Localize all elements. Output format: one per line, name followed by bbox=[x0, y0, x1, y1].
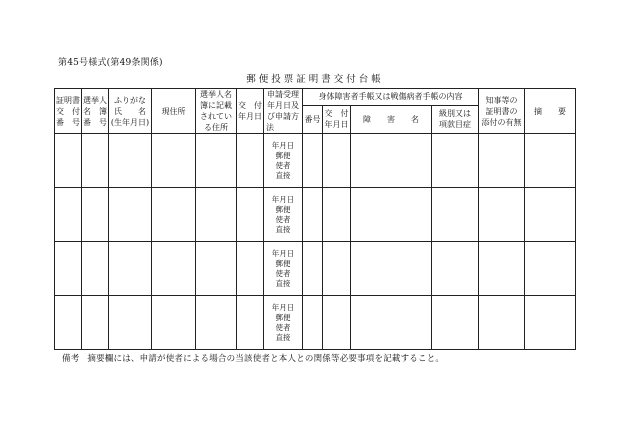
header-grade: 級別又は 項款目症 bbox=[432, 105, 479, 133]
cell-governor-cert[interactable] bbox=[479, 134, 525, 188]
cell-current-address[interactable] bbox=[152, 188, 196, 242]
header-name: ふりがな 氏 名 (生年月日) bbox=[109, 89, 152, 134]
remarks-label: 備考 bbox=[62, 354, 80, 364]
cell-application-method[interactable]: 年月日 郵便 使者 直接 bbox=[264, 242, 303, 296]
table-row bbox=[55, 188, 576, 242]
table-row bbox=[55, 242, 576, 296]
cell-name[interactable] bbox=[109, 296, 152, 350]
cell-issue-date[interactable] bbox=[237, 188, 264, 242]
cell-governor-cert[interactable] bbox=[479, 188, 525, 242]
cell-current-address[interactable] bbox=[152, 242, 196, 296]
cell-cert-no[interactable] bbox=[55, 296, 82, 350]
cell-registered-address[interactable] bbox=[196, 242, 237, 296]
cell-elector-no[interactable] bbox=[82, 296, 109, 350]
header-registered-address: 選挙人名 簿に記載 されてい る住所 bbox=[196, 89, 237, 134]
cell-elector-no[interactable] bbox=[82, 188, 109, 242]
cell-cert-no[interactable] bbox=[55, 134, 82, 188]
cell-disability-no[interactable] bbox=[303, 134, 323, 188]
cell-summary[interactable] bbox=[525, 296, 576, 350]
cell-registered-address[interactable] bbox=[196, 188, 237, 242]
header-current-address: 現住所 bbox=[152, 89, 196, 134]
header-disability-name: 障 害 名 bbox=[351, 105, 432, 133]
cell-issue-date[interactable] bbox=[237, 296, 264, 350]
cell-cert-no[interactable] bbox=[55, 188, 82, 242]
cell-summary[interactable] bbox=[525, 188, 576, 242]
cell-name[interactable] bbox=[109, 134, 152, 188]
cell-summary[interactable] bbox=[525, 134, 576, 188]
header-disability-no: 番号 bbox=[303, 105, 323, 133]
cell-disability-name[interactable] bbox=[351, 134, 432, 188]
cell-disability-no[interactable] bbox=[303, 296, 323, 350]
cell-name[interactable] bbox=[109, 242, 152, 296]
form-number: 第45号様式(第49条関係) bbox=[58, 58, 163, 68]
cell-disability-issue[interactable] bbox=[323, 188, 351, 242]
cell-issue-date[interactable] bbox=[237, 242, 264, 296]
cell-grade[interactable] bbox=[432, 134, 479, 188]
cell-current-address[interactable] bbox=[152, 134, 196, 188]
cell-disability-issue[interactable] bbox=[323, 242, 351, 296]
cell-grade[interactable] bbox=[432, 242, 479, 296]
cell-elector-no[interactable] bbox=[82, 242, 109, 296]
header-issue-date: 交 付 年月日 bbox=[237, 89, 264, 134]
cell-issue-date[interactable] bbox=[237, 134, 264, 188]
table-row bbox=[55, 296, 576, 350]
remarks-text: 摘要欄には、申請が使者による場合の当該使者と本人との関係等必要事項を記載すること。 bbox=[87, 354, 445, 364]
cell-current-address[interactable] bbox=[152, 296, 196, 350]
cell-disability-name[interactable] bbox=[351, 296, 432, 350]
cell-application-method[interactable]: 年月日 郵便 使者 直接 bbox=[264, 296, 303, 350]
document-title: 郵便投票証明書交付台帳 bbox=[246, 74, 384, 85]
header-governor-cert: 知事等の 証明書の 添付の有無 bbox=[479, 89, 525, 134]
cell-application-method[interactable]: 年月日 郵便 使者 直接 bbox=[264, 188, 303, 242]
header-elector-no: 選挙人 名 簿 番 号 bbox=[82, 89, 109, 134]
cell-grade[interactable] bbox=[432, 296, 479, 350]
cell-disability-name[interactable] bbox=[351, 242, 432, 296]
cell-disability-name[interactable] bbox=[351, 188, 432, 242]
header-summary: 摘 要 bbox=[525, 89, 576, 134]
header-application: 申請受理 年月日及 び申請方 法 bbox=[264, 89, 303, 134]
cell-disability-issue[interactable] bbox=[323, 134, 351, 188]
cell-disability-no[interactable] bbox=[303, 242, 323, 296]
remarks-note bbox=[62, 352, 444, 364]
table-row bbox=[55, 134, 576, 188]
cell-disability-no[interactable] bbox=[303, 188, 323, 242]
cell-registered-address[interactable] bbox=[196, 134, 237, 188]
cell-disability-issue[interactable] bbox=[323, 296, 351, 350]
cell-registered-address[interactable] bbox=[196, 296, 237, 350]
cell-governor-cert[interactable] bbox=[479, 296, 525, 350]
cell-summary[interactable] bbox=[525, 242, 576, 296]
cell-elector-no[interactable] bbox=[82, 134, 109, 188]
header-disability-issue: 交 付 年月日 bbox=[323, 105, 351, 133]
cell-grade[interactable] bbox=[432, 188, 479, 242]
header-cert-no: 証明書 交 付 番 号 bbox=[55, 89, 82, 134]
cell-cert-no[interactable] bbox=[55, 242, 82, 296]
cell-application-method[interactable]: 年月日 郵便 使者 直接 bbox=[264, 134, 303, 188]
cell-governor-cert[interactable] bbox=[479, 242, 525, 296]
ledger-table bbox=[54, 88, 576, 350]
cell-name[interactable] bbox=[109, 188, 152, 242]
header-disability-group: 身体障害者手帳又は戦傷病者手帳の内容 bbox=[303, 89, 479, 106]
